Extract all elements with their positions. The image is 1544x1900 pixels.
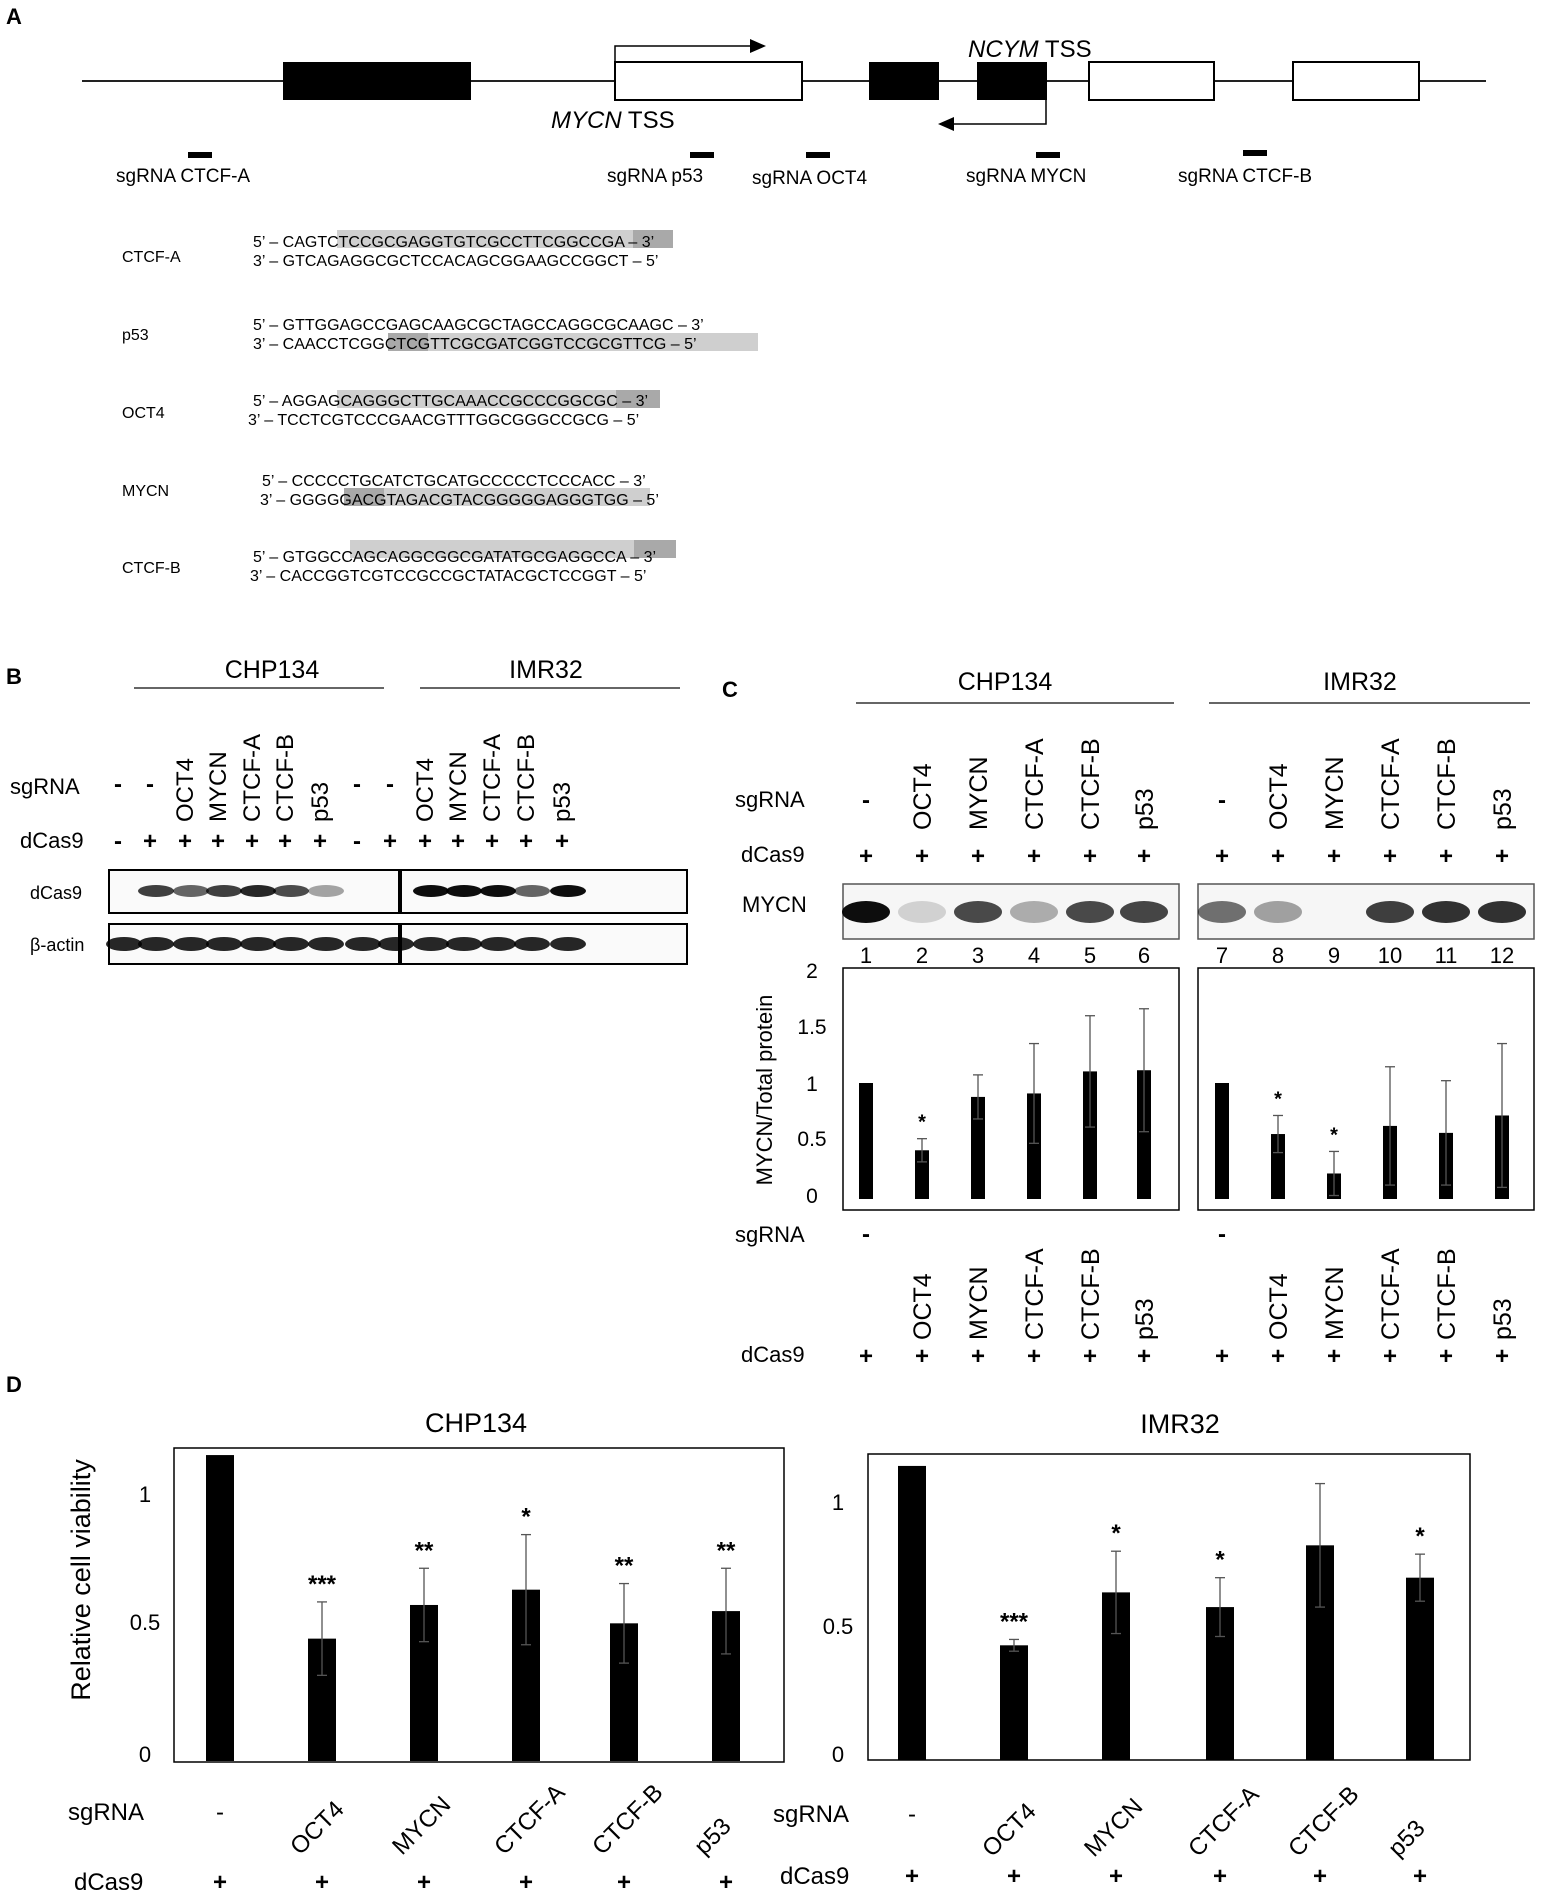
lane-sgrna-label: OCT4 [909,763,937,830]
mycn-band [1422,901,1470,923]
lane-dcas9-label: + [1312,1863,1328,1890]
cell-line-imr32: IMR32 [509,656,583,684]
y-tick-label: 0.5 [129,1610,161,1635]
lane-sgrna-label: p53 [549,781,576,822]
mycn-band [842,901,890,923]
seq-top-mycn: 5’ – CCCCCTGCATCTGCATGCCCCCTCCCACC – 3’ [262,473,646,490]
band-label-dcas9: dCas9 [30,883,83,903]
significance-marker: * [1274,1088,1282,1111]
lane-labels [859,738,1517,870]
chart-frame-chp134 [843,968,1179,1210]
row-label-sgrna: sgRNA [735,787,805,812]
lane-sgrna-label: CTCF-A [489,1778,571,1861]
bar [206,1455,234,1761]
band-dcas9 [273,885,309,897]
y-tick-label: 1 [806,1073,818,1096]
lane-sgrna-label: - [862,1221,870,1248]
chart-frame-imr32 [1198,968,1534,1210]
mycn-band [1066,901,1114,923]
band-label-mycn: MYCN [742,892,807,917]
lane-dcas9-label: + [1026,1343,1042,1370]
y-ticks [797,960,826,1208]
lane-dcas9-label: + [904,1863,920,1890]
lane-dcas9-label: + [1438,1343,1454,1370]
band-beta-actin [480,937,516,951]
sgrna-label-ctcf-b: sgRNA CTCF-B [1178,166,1313,187]
mycn-band [954,901,1002,923]
mycn-band [898,901,946,923]
western-blot-b [10,656,687,964]
row-label-dcas9: dCas9 [741,842,805,867]
gene-map [82,36,1486,189]
lane-dcas9-label: + [970,1343,986,1370]
bar [1000,1645,1028,1760]
row-label-dcas9: dCas9 [741,1342,805,1367]
panel-label-c: C [722,677,738,702]
mycn-tss-arrowhead [750,39,766,53]
sgrna-mark-oct4 [806,152,830,158]
lane-dcas9-label: - [353,828,361,855]
bar [859,1083,873,1199]
significance-marker: *** [307,1570,337,1598]
lane-dcas9-label: + [914,1343,930,1370]
band-beta-actin [550,937,586,951]
lane-number: 8 [1271,943,1285,968]
chart-c-imr32 [1215,1044,1509,1199]
band-beta-actin [308,937,344,951]
lane-sgrna-label: MYCN [1321,1266,1349,1340]
lane-dcas9-label: + [718,1869,734,1895]
lane-sgrna-label: CTCF-B [1077,738,1105,830]
bar [898,1466,926,1760]
lane-dcas9-label: + [212,1869,228,1895]
seq-name-ctcf-b: CTCF-B [122,560,181,577]
lane-sgrna-label: CTCF-B [272,734,299,822]
lane-sgrna-label: OCT4 [909,1273,937,1340]
lane-sgrna-label: OCT4 [412,757,439,822]
sgrna-label-p53: sgRNA p53 [607,166,704,187]
band-beta-actin [446,937,482,951]
band-dcas9 [446,885,482,897]
band-dcas9 [480,885,516,897]
exon-mycn-3 [1293,62,1419,100]
exon-block-3 [977,62,1047,100]
band-beta-actin [240,937,276,951]
y-axis-label: MYCN/Total protein [752,994,777,1186]
lane-dcas9-label: + [1270,843,1286,870]
row-label-dcas9: dCas9 [780,1863,850,1890]
lane-number: 5 [1083,943,1097,968]
sgrna-mark-mycn [1036,152,1060,158]
lane-sgrna-label: MYCN [965,756,993,830]
ncym-tss-label: NCYM TSS [968,36,1092,63]
seq-name-ctcf-a: CTCF-A [122,249,181,266]
lane-dcas9-label: + [416,1869,432,1895]
row-label-sgrna: sgRNA [773,1801,850,1828]
lane-sgrna-label: CTCF-A [1021,738,1049,830]
lane-dcas9-label: + [210,828,226,855]
lane-sgrna-label: OCT4 [285,1795,350,1861]
lane-number: 2 [915,943,929,968]
row-label-dcas9: dCas9 [20,828,84,853]
seq-bottom-mycn: 3’ – GGGGGACGTAGACGTACGGGGGAGGGTGG – 5’ [260,492,659,509]
lane-dcas9-label: + [616,1869,632,1895]
lane-dcas9-label: + [1136,843,1152,870]
lane-sgrna-label: CTCF-B [1433,1248,1461,1340]
lane-sgrna-label: CTCF-A [239,734,266,822]
band-beta-actin [106,937,142,951]
band-beta-actin [273,937,309,951]
sgrna-mark-p53 [690,152,714,158]
chart-title-imr32: IMR32 [1140,1409,1220,1439]
lane-number: 1 [859,943,873,968]
sgrna-label-ctcf-a: sgRNA CTCF-A [116,166,251,187]
lane-dcas9-label: + [1212,1863,1228,1890]
lane-number: 11 [1434,943,1458,968]
y-tick-label: 2 [806,960,818,983]
panel-d [66,1408,1470,1895]
row-label-sgrna: sgRNA [68,1799,145,1826]
lane-dcas9-label: + [1214,843,1230,870]
significance-marker: * [1415,1523,1425,1551]
seq-top-oct4: 5’ – AGGAGCAGGGCTTGCAAACCGCCCGGCGC – 3’ [253,393,649,410]
row-label-dcas9: dCas9 [74,1869,144,1895]
lane-sgrna-label: MYCN [445,751,472,822]
lane-sgrna-label: - [353,771,361,798]
seq-name-oct4: OCT4 [122,405,165,422]
mycn-band [1010,901,1058,923]
band-dcas9 [240,885,276,897]
lane-dcas9-label: + [1136,1343,1152,1370]
lane-sgrna-label: OCT4 [1265,1273,1293,1340]
band-beta-actin [378,937,414,951]
lane-dcas9-label: + [1494,1343,1510,1370]
lane-dcas9-label: + [1082,1343,1098,1370]
y-tick-label: 0.5 [797,1128,827,1151]
band-dcas9 [413,885,449,897]
band-beta-actin [173,937,209,951]
significance-marker: ** [414,1537,434,1565]
row-label-sgrna: sgRNA [735,1222,805,1247]
lane-sgrna-label: p53 [689,1812,737,1861]
mycn-band [1198,901,1246,923]
band-dcas9 [206,885,242,897]
lane-dcas9-label: + [1412,1863,1428,1890]
lane-dcas9-label: + [1006,1863,1022,1890]
lane-dcas9-label: + [1382,1343,1398,1370]
lane-dcas9-label: + [382,828,398,855]
y-tick-label: 0 [138,1742,152,1767]
lane-dcas9-label: + [554,828,570,855]
lane-dcas9-label: + [1382,843,1398,870]
lane-sgrna-label: - [908,1801,916,1828]
chart-frame-imr32 [868,1454,1470,1760]
lane-sgrna-label: CTCF-A [479,734,506,822]
significance-marker: * [918,1111,926,1134]
lane-dcas9-label: + [177,828,193,855]
exon-mycn-2 [1089,62,1214,100]
lane-sgrna-label: CTCF-A [1377,738,1405,830]
lane-sgrna-label: CTCF-B [1077,1248,1105,1340]
significance-marker: ** [614,1552,634,1580]
mycn-band [1254,901,1302,923]
seq-bottom-oct4: 3’ – TCCTCGTCCCGAACGTTTGGCGGGCCGCG – 5’ [248,412,640,429]
y-tick-label: 0.5 [822,1614,854,1639]
lane-number: 9 [1327,943,1341,968]
ncym-tss-arrowhead [938,117,954,131]
bar [1406,1578,1434,1760]
lane-sgrna-label: CTCF-A [1021,1248,1049,1340]
mycn-tss-label: MYCN TSS [551,107,675,134]
sgrna-label-mycn: sgRNA MYCN [966,166,1087,187]
lane-sgrna-label: CTCF-B [1433,738,1461,830]
band-beta-actin [206,937,242,951]
significance-marker: * [1330,1124,1338,1147]
lane-sgrna-label: MYCN [1079,1793,1149,1863]
y-tick-label: 1 [831,1490,845,1515]
lane-labels-bottom [859,1221,1517,1370]
sgrna-mark-ctcf-b [1243,150,1267,156]
ncym-tss-arrow [953,100,1046,124]
lane-dcas9-label: + [1026,843,1042,870]
panel-label-b: B [6,664,22,689]
seq-name-mycn: MYCN [122,483,170,500]
lane-sgrna-label: CTCF-B [1283,1780,1365,1863]
lane-sgrna-label: CTCF-A [1377,1248,1405,1340]
lane-dcas9-label: + [1082,843,1098,870]
lane-dcas9-label: + [858,843,874,870]
lane-dcas9-label: + [1494,843,1510,870]
sgrna-mark-ctcf-a [188,152,212,158]
y-axis-label: Relative cell viability [66,1459,96,1701]
y-tick-label: 1.5 [797,1016,827,1039]
lane-sgrna-label: CTCF-A [1183,1780,1265,1863]
chart-c-chp134 [859,1009,1151,1199]
exon-block-2 [869,62,939,100]
lane-sgrna-label: MYCN [205,751,232,822]
mycn-band [1478,901,1526,923]
seq-top-ctcf-a: 5’ – CAGTCTCCGCGAGGTGTCGCCTTCGGCCGA – 3’ [253,234,655,251]
mycn-band [1366,901,1414,923]
lane-number: 10 [1377,943,1403,968]
lane-dcas9-label: + [914,843,930,870]
lane-sgrna-label: OCT4 [1265,763,1293,830]
seq-top-ctcf-b: 5’ – GTGGCCAGCAGGCGGCGATATGCGAGGCCA – 3’ [253,549,657,566]
band-dcas9 [550,885,586,897]
band-beta-actin [413,937,449,951]
bar [1215,1083,1229,1199]
lane-sgrna-label: MYCN [1321,756,1349,830]
lane-dcas9-label: + [1326,843,1342,870]
y-tick-label: 0 [806,1185,818,1208]
sgrna-sequences [122,230,758,585]
seq-bottom-p53: 3’ – CAACCTCGGCTCGTTCGCGATCGGTCCGCGTTCG – 5’ [253,336,697,353]
chart-d-chp134 [130,1455,740,1767]
lane-dcas9-label: + [1438,843,1454,870]
lane-dcas9-label: + [277,828,293,855]
lane-dcas9-label: + [858,1343,874,1370]
lane-number: 6 [1137,943,1151,968]
sgrna-label-oct4: sgRNA OCT4 [752,168,868,189]
lane-sgrna-label: MYCN [387,1791,457,1861]
significance-marker: * [521,1503,531,1531]
exon-mycn-1 [615,62,802,100]
lane-dcas9-label: + [1108,1863,1124,1890]
lane-sgrna-label: p53 [1131,788,1159,830]
band-beta-actin [514,937,550,951]
panel-label-d: D [6,1372,22,1397]
lane-sgrna-label: p53 [307,781,334,822]
lane-number: 12 [1489,943,1515,968]
row-label-sgrna: sgRNA [10,774,80,799]
band-dcas9 [514,885,550,897]
lane-sgrna-label: p53 [1489,1298,1517,1340]
lane-sgrna-label: - [216,1799,224,1826]
band-dcas9 [138,885,174,897]
seq-name-p53: p53 [122,327,149,344]
lane-sgrna-label: - [1218,787,1226,814]
lane-number: 7 [1215,943,1229,968]
mycn-band [1120,901,1168,923]
significance-marker: * [1111,1520,1121,1548]
lane-sgrna-label: - [862,787,870,814]
panel-c [735,668,1534,1370]
lane-dcas9-label: + [450,828,466,855]
lane-dcas9-label: + [1214,1343,1230,1370]
band-dcas9 [173,885,209,897]
lane-sgrna-label: p53 [1489,788,1517,830]
seq-top-p53: 5’ – GTTGGAGCCGAGCAAGCGCTAGCCAGGCGCAAGC – 3’ [253,317,704,334]
exon-block-1 [283,62,471,100]
lane-dcas9-label: + [484,828,500,855]
lane-number: 3 [971,943,985,968]
y-tick-label: 1 [138,1482,152,1507]
lane-sgrna-label: OCT4 [172,757,199,822]
cell-line-imr32: IMR32 [1323,668,1397,696]
lane-numbers [860,943,1514,968]
lane-sgrna-label: - [1218,1221,1226,1248]
lane-dcas9-label: + [314,1869,330,1895]
cell-line-chp134: CHP134 [957,668,1053,696]
lane-labels [114,734,576,855]
significance-marker: ** [716,1537,736,1565]
band-beta-actin [345,937,381,951]
lane-sgrna-label: CTCF-B [513,734,540,822]
lane-dcas9-label: + [312,828,328,855]
lane-sgrna-label: - [386,771,394,798]
band-dcas9 [308,885,344,897]
lane-dcas9-label: - [114,828,122,855]
lane-sgrna-label: p53 [1131,1298,1159,1340]
y-tick-label: 0 [831,1742,845,1767]
lane-sgrna-label: MYCN [965,1266,993,1340]
lane-dcas9-label: + [970,843,986,870]
seq-bottom-ctcf-b: 3’ – CACCGGTCGTCCGCCGCTATACGCTCCGGT – 5’ [250,568,647,585]
mycn-tss-arrow [615,46,752,62]
panel-label-a: A [6,4,22,29]
lane-sgrna-label: p53 [1383,1814,1431,1863]
cell-line-chp134: CHP134 [224,656,320,684]
lane-sgrna-label: - [114,771,122,798]
chart-title-chp134: CHP134 [424,1408,528,1438]
significance-marker: *** [999,1608,1029,1636]
lane-dcas9-label: + [244,828,260,855]
chart-d-imr32 [823,1466,1434,1767]
lane-sgrna-label: OCT4 [977,1797,1042,1863]
seq-bottom-ctcf-a: 3’ – GTCAGAGGCGCTCCACAGCGGAAGCCGGCT – 5’ [253,253,659,270]
lane-dcas9-label: + [142,828,158,855]
lane-dcas9-label: + [518,828,534,855]
lane-sgrna-label: - [146,771,154,798]
chart-frame-chp134 [174,1448,784,1762]
lane-dcas9-label: + [417,828,433,855]
lane-sgrna-label: CTCF-B [587,1778,669,1861]
lane-number: 4 [1027,943,1041,968]
lane-dcas9-label: + [1326,1343,1342,1370]
significance-marker: * [1215,1546,1225,1574]
lane-dcas9-label: + [1270,1343,1286,1370]
band-beta-actin [138,937,174,951]
band-label-beta-actin: β-actin [30,935,85,955]
lane-dcas9-label: + [518,1869,534,1895]
